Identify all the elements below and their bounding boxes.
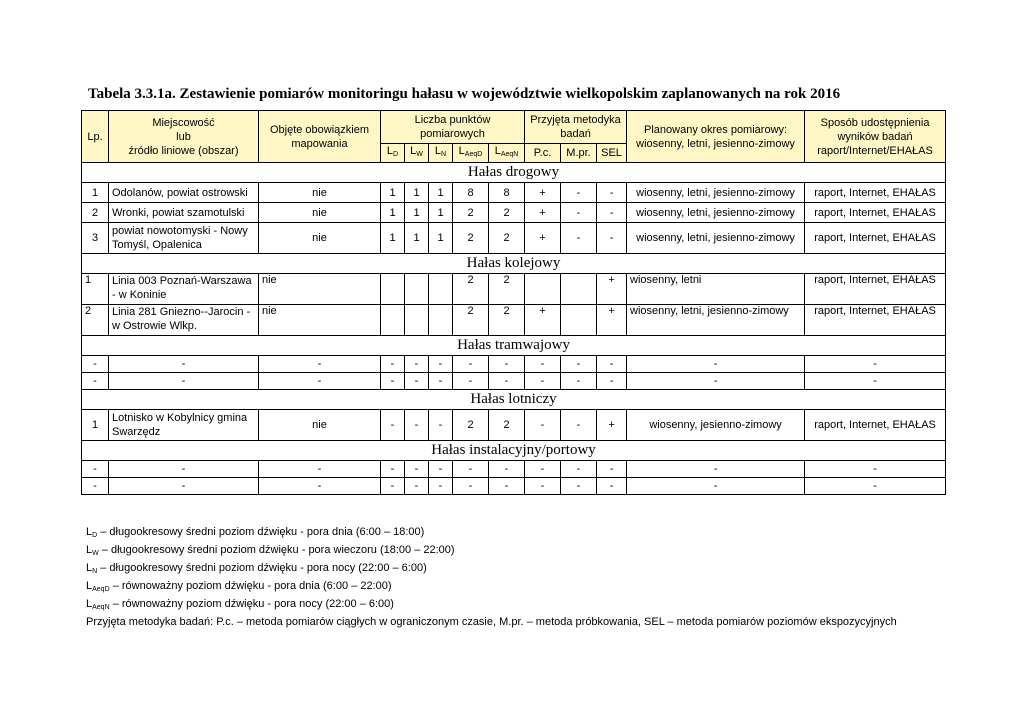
cell-ln: - [429, 461, 453, 478]
table-row [82, 305, 946, 336]
cell-mpr: - [561, 478, 597, 495]
header-sharing: Sposób udostępnienia wyników badań raport/Internet/EHAŁAS [805, 111, 946, 163]
cell-laeqn: - [489, 373, 525, 390]
cell-location: - [109, 478, 259, 495]
cell-pc: + [525, 203, 561, 223]
note-text: – długookresowy średni poziom dźwięku - pora nocy (22:00 – 6:00) [97, 562, 427, 574]
cell-period: wiosenny, letni, jesienno-zimowy [627, 223, 805, 254]
cell-ld: 1 [381, 203, 405, 223]
cell-sharing: - [805, 461, 946, 478]
cell-location: powiat nowotomyski - Nowy Tomyśl, Opalenica [109, 223, 259, 254]
cell-period: - [627, 461, 805, 478]
cell-mpr: - [561, 203, 597, 223]
cell-lw: - [405, 461, 429, 478]
cell-ld: 1 [381, 183, 405, 203]
cell-ld: - [381, 461, 405, 478]
cell-mapping: - [259, 373, 381, 390]
cell-laeqn: - [489, 478, 525, 495]
header-period: Planowany okres pomiarowy: wiosenny, letni, jesienno-zimowy [627, 111, 805, 163]
cell-lw: - [405, 373, 429, 390]
cell-location: Lotnisko w Kobylnicy gmina Swarzędz [109, 410, 259, 441]
note-symbol: L [86, 562, 93, 574]
cell-mapping: nie [259, 305, 381, 336]
cell-lp: 1 [82, 183, 109, 203]
cell-mpr: - [561, 223, 597, 254]
header-ld: $L_D$ [381, 144, 405, 163]
table-title: Tabela 3.3.1a. Zestawienie pomiarów monitoringu hałasu w województwie wielkopolskim zaplanowanych na rok 2016 [88, 86, 841, 102]
note-text: – długookresowy średni poziom dźwięku - pora wieczoru (18:00 – 22:00) [98, 544, 455, 556]
cell-period: wiosenny, letni, jesienno-zimowy [627, 305, 805, 336]
cell-laeqn: 8 [489, 183, 525, 203]
cell-location: - [109, 373, 259, 390]
table-row [82, 183, 946, 203]
section-header-row [82, 390, 946, 410]
cell-lw: - [405, 356, 429, 373]
note-line [86, 579, 897, 597]
note-text: – długookresowy średni poziom dźwięku - pora dnia (6:00 – 18:00) [97, 526, 425, 538]
cell-ld [381, 305, 405, 336]
header-lp: Lp. [82, 111, 109, 163]
cell-ln: 1 [429, 183, 453, 203]
cell-laeqn: 2 [489, 223, 525, 254]
cell-lp: - [82, 478, 109, 495]
cell-period: wiosenny, jesienno-zimowy [627, 410, 805, 441]
table-row [82, 461, 946, 478]
cell-lw [405, 274, 429, 305]
cell-mapping: nie [259, 203, 381, 223]
cell-lw: 1 [405, 183, 429, 203]
note-subscript: N [92, 568, 98, 575]
cell-lp: 2 [82, 305, 109, 336]
cell-lw: 1 [405, 203, 429, 223]
cell-lw: - [405, 478, 429, 495]
table-row [82, 203, 946, 223]
noise-monitoring-table [81, 110, 946, 495]
cell-location: Wronki, powiat szamotulski [109, 203, 259, 223]
cell-sharing: raport, Internet, EHAŁAS [805, 274, 946, 305]
section-title: Hałas lotniczy [82, 390, 946, 410]
cell-location: Linia 003 Poznań-Warszawa - w Koninie [109, 274, 259, 305]
cell-ld: - [381, 410, 405, 441]
cell-ld [381, 274, 405, 305]
section-title: Hałas instalacyjny/portowy [82, 441, 946, 461]
cell-laeqd: 2 [453, 223, 489, 254]
cell-mpr: - [561, 410, 597, 441]
cell-sel: - [597, 356, 627, 373]
note-line [86, 615, 897, 630]
cell-ln: - [429, 410, 453, 441]
cell-sel: + [597, 410, 627, 441]
cell-laeqd: - [453, 461, 489, 478]
note-subscript: AeqD [92, 586, 110, 593]
cell-period: - [627, 373, 805, 390]
note-text: – równoważny poziom dźwięku - pora dnia (6:00 – 22:00) [109, 580, 392, 592]
cell-laeqn: 2 [489, 305, 525, 336]
cell-sel: - [597, 461, 627, 478]
cell-pc: - [525, 478, 561, 495]
table-row [82, 223, 946, 254]
note-text: – równoważny poziom dźwięku - pora nocy (22:00 – 6:00) [109, 598, 394, 610]
cell-sel: + [597, 274, 627, 305]
cell-laeqn: 2 [489, 274, 525, 305]
table-row [82, 274, 946, 305]
cell-mpr [561, 274, 597, 305]
table-row [82, 410, 946, 441]
cell-sel: - [597, 373, 627, 390]
note-symbol: L [86, 598, 93, 610]
cell-mapping: - [259, 478, 381, 495]
cell-mapping: - [259, 356, 381, 373]
note-subscript: D [92, 532, 98, 539]
cell-period: - [627, 478, 805, 495]
cell-mapping: nie [259, 223, 381, 254]
cell-ln: - [429, 478, 453, 495]
cell-sel: - [597, 203, 627, 223]
cell-pc: - [525, 356, 561, 373]
cell-mpr [561, 305, 597, 336]
cell-ld: - [381, 356, 405, 373]
cell-pc: - [525, 461, 561, 478]
cell-sel: - [597, 183, 627, 203]
cell-laeqd: 2 [453, 410, 489, 441]
note-text: Przyjęta metodyka badań: P.c. – metoda pomiarów ciągłych w ograniczonym czasie, M.pr. – metoda próbkowania, SEL – metoda pomiarów poziomów ekspozycyjnych [86, 616, 897, 628]
cell-ld: - [381, 478, 405, 495]
cell-period: wiosenny, letni, jesienno-zimowy [627, 183, 805, 203]
note-symbol: L [86, 580, 93, 592]
cell-laeqn: - [489, 356, 525, 373]
cell-location: - [109, 461, 259, 478]
cell-period: wiosenny, letni [627, 274, 805, 305]
cell-laeqd: 2 [453, 305, 489, 336]
cell-location: Linia 281 Gniezno--Jarocin - w Ostrowie Wlkp. [109, 305, 259, 336]
header-mpr: M.pr. [561, 144, 597, 163]
table-row [82, 373, 946, 390]
note-symbol: L [86, 544, 93, 556]
cell-pc [525, 274, 561, 305]
cell-location: Odolanów, powiat ostrowski [109, 183, 259, 203]
header-lw: $L_W$ [405, 144, 429, 163]
cell-sel: - [597, 478, 627, 495]
table-body [82, 163, 946, 495]
note-line [86, 525, 897, 543]
cell-sharing: raport, Internet, EHAŁAS [805, 183, 946, 203]
section-title: Hałas drogowy [82, 163, 946, 183]
header-laeqd: $L_{AeqD}$ [453, 144, 489, 163]
section-header-row [82, 336, 946, 356]
cell-lp: - [82, 461, 109, 478]
cell-sharing: - [805, 373, 946, 390]
table-row [82, 478, 946, 495]
cell-laeqn: 2 [489, 410, 525, 441]
cell-lp: 1 [82, 274, 109, 305]
cell-laeqd: 8 [453, 183, 489, 203]
cell-ln: 1 [429, 223, 453, 254]
cell-laeqd: - [453, 356, 489, 373]
header-points: Liczba punktów pomiarowych [381, 111, 525, 144]
legend-notes [86, 525, 897, 630]
header-location: Miejscowość lub źródło liniowe (obszar) [109, 111, 259, 163]
cell-mapping: - [259, 461, 381, 478]
cell-sharing: raport, Internet, EHAŁAS [805, 305, 946, 336]
cell-ln [429, 305, 453, 336]
cell-pc: + [525, 305, 561, 336]
cell-location: - [109, 356, 259, 373]
cell-pc: - [525, 410, 561, 441]
cell-lw: - [405, 410, 429, 441]
cell-lp: 2 [82, 203, 109, 223]
cell-pc: + [525, 183, 561, 203]
header-pc: P.c. [525, 144, 561, 163]
header-sel: SEL [597, 144, 627, 163]
cell-laeqn: 2 [489, 203, 525, 223]
cell-laeqd: - [453, 478, 489, 495]
cell-mpr: - [561, 461, 597, 478]
cell-mpr: - [561, 356, 597, 373]
cell-pc: + [525, 223, 561, 254]
cell-lw [405, 305, 429, 336]
cell-sharing: raport, Internet, EHAŁAS [805, 223, 946, 254]
cell-sel: - [597, 223, 627, 254]
cell-lw: 1 [405, 223, 429, 254]
header-mapping: Objęte obowiązkiem mapowania [259, 111, 381, 163]
note-line [86, 561, 897, 579]
cell-ln: - [429, 373, 453, 390]
cell-lp: 1 [82, 410, 109, 441]
cell-laeqd: 2 [453, 274, 489, 305]
cell-ld: 1 [381, 223, 405, 254]
cell-mpr: - [561, 183, 597, 203]
table-row [82, 356, 946, 373]
cell-sharing: raport, Internet, EHAŁAS [805, 410, 946, 441]
section-header-row [82, 163, 946, 183]
section-title: Hałas tramwajowy [82, 336, 946, 356]
note-line [86, 597, 897, 615]
cell-ln [429, 274, 453, 305]
cell-laeqd: 2 [453, 203, 489, 223]
note-subscript: W [92, 550, 99, 557]
cell-lp: 3 [82, 223, 109, 254]
header-laeqn: $L_{AeqN}$ [489, 144, 525, 163]
note-symbol: L [86, 526, 93, 538]
section-header-row [82, 254, 946, 274]
cell-laeqd: - [453, 373, 489, 390]
header-ln: $L_N$ [429, 144, 453, 163]
cell-laeqn: - [489, 461, 525, 478]
cell-period: - [627, 356, 805, 373]
cell-sharing: raport, Internet, EHAŁAS [805, 203, 946, 223]
section-header-row [82, 441, 946, 461]
cell-mapping: nie [259, 410, 381, 441]
header-method: Przyjęta metodyka badań [525, 111, 627, 144]
cell-mapping: nie [259, 183, 381, 203]
cell-mpr: - [561, 373, 597, 390]
cell-sharing: - [805, 356, 946, 373]
cell-pc: - [525, 373, 561, 390]
cell-ld: - [381, 373, 405, 390]
cell-ln: - [429, 356, 453, 373]
cell-period: wiosenny, letni, jesienno-zimowy [627, 203, 805, 223]
cell-lp: - [82, 373, 109, 390]
note-line [86, 543, 897, 561]
cell-ln: 1 [429, 203, 453, 223]
cell-sharing: - [805, 478, 946, 495]
cell-sel: + [597, 305, 627, 336]
note-subscript: AeqN [92, 604, 110, 611]
section-title: Hałas kolejowy [82, 254, 946, 274]
cell-lp: - [82, 356, 109, 373]
cell-mapping: nie [259, 274, 381, 305]
